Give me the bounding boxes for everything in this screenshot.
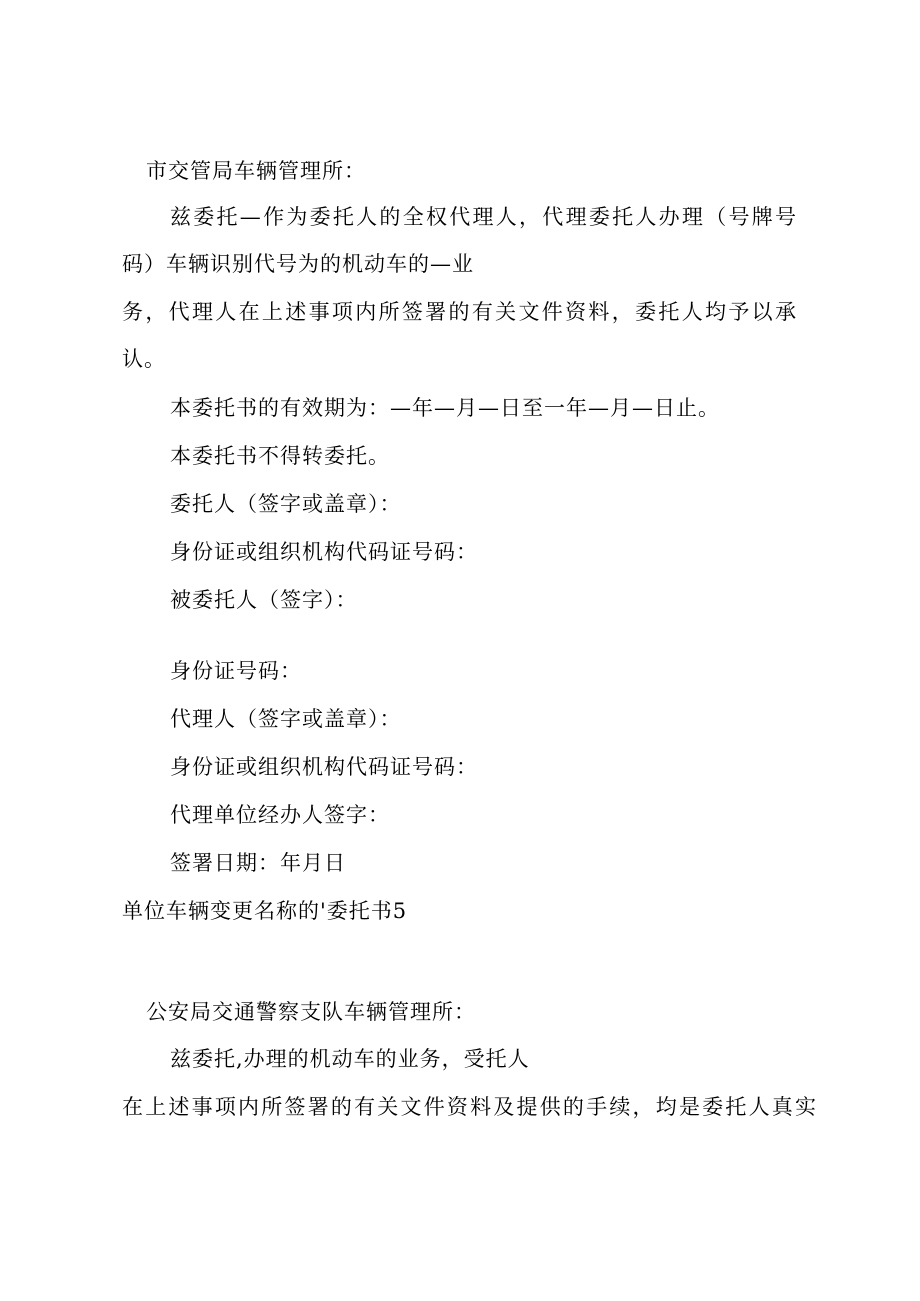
body-line-6: 在上述事项内所签署的有关文件资料及提供的手续，均是委托人真实	[122, 1095, 816, 1119]
body-line-3: 务，代理人在上述事项内所签署的有关文件资料，委托人均予以承	[122, 300, 796, 324]
section-heading: 单位车辆变更名称的'委托书5	[122, 899, 408, 923]
agent-signature-line: 被委托人（签字）：	[170, 588, 358, 612]
body-line-5: 兹委托,办理的机动车的业务，受托人	[170, 1047, 530, 1071]
principal-id-line: 身份证或组织机构代码证号码：	[170, 540, 478, 564]
body-line-2: 码）车辆识别代号为的机动车的—业	[122, 252, 474, 276]
no-subdelegation-line: 本委托书不得转委托。	[170, 444, 390, 468]
validity-line: 本委托书的有效期为：—年—月—日至一年—月—日止。	[170, 396, 720, 420]
body-line-1: 兹委托—作为委托人的全权代理人，代理委托人办理（号牌号	[170, 205, 796, 229]
addressee-line: 市交管局车辆管理所：	[146, 159, 366, 183]
handler-signature-line: 代理单位经办人签字：	[170, 803, 390, 827]
principal-signature-line: 委托人（签字或盖章）：	[170, 492, 402, 516]
representative-id-line: 身份证或组织机构代码证号码：	[170, 755, 478, 779]
representative-signature-line: 代理人（签字或盖章）：	[170, 707, 402, 731]
body-line-4: 认。	[122, 347, 166, 371]
addressee-line-2: 公安局交通警察支队车辆管理所：	[146, 1000, 476, 1024]
agent-id-line: 身份证号码：	[170, 659, 302, 683]
signing-date-line: 签署日期：年月日	[170, 851, 346, 875]
